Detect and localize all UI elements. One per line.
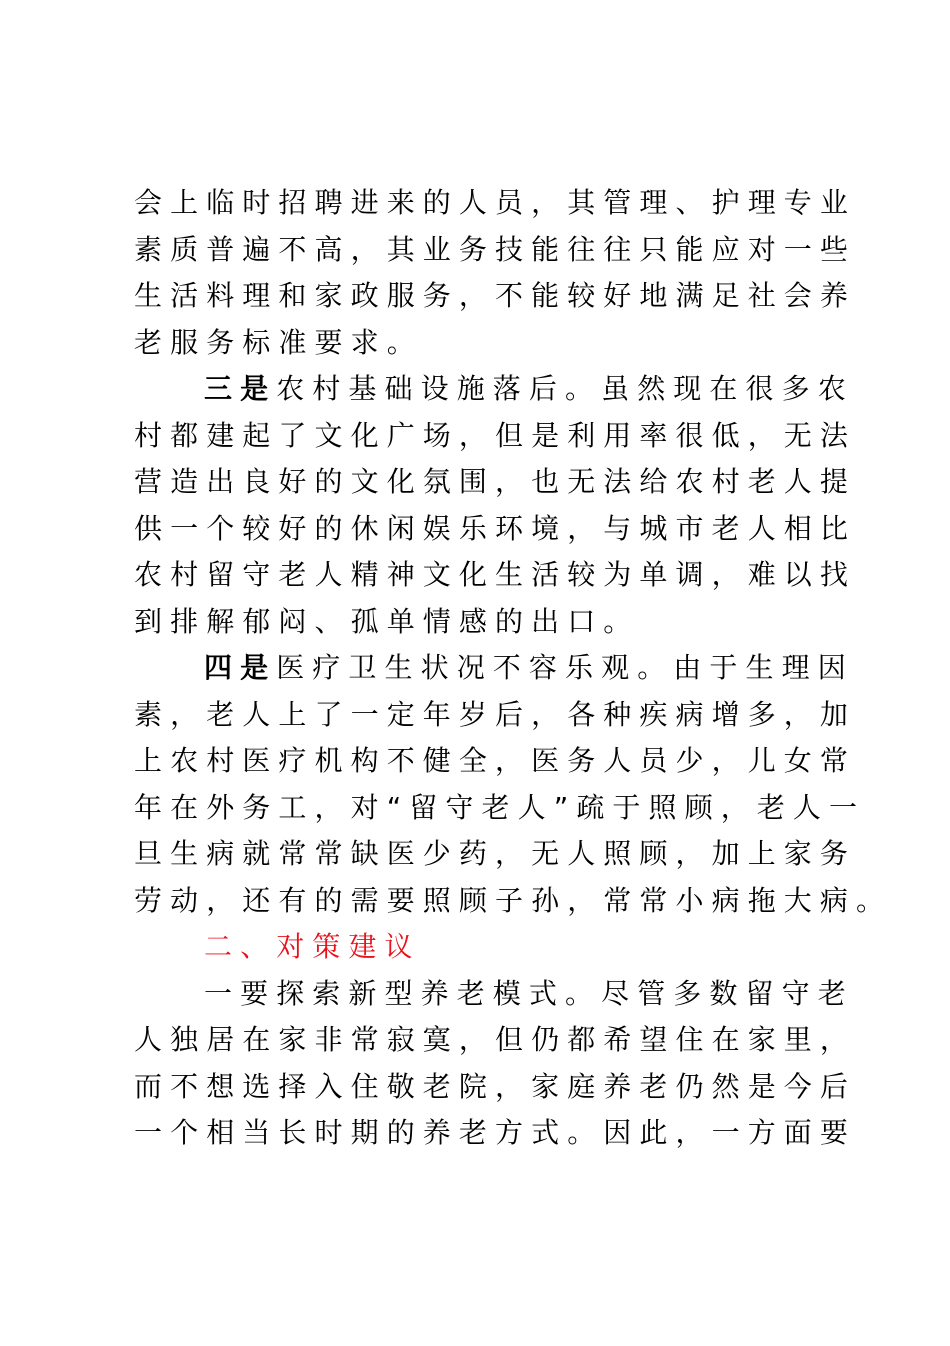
text-line: 旦生病就常常缺医少药，无人照顾，加上家务 (134, 837, 857, 870)
text-line: 老服务标准要求。 (134, 325, 423, 359)
text-line: 供一个较好的休闲娱乐环境，与城市老人相比 (134, 511, 857, 545)
paragraph-medical (134, 645, 893, 924)
document-body (134, 180, 893, 1157)
paragraph-infrastructure (134, 366, 857, 645)
paragraph-lead-bold: 四是 (204, 651, 277, 684)
text-line: 人独居在家非常寂寞，但仍都希望住在家里， (134, 1023, 857, 1056)
paragraph-first-line (134, 366, 854, 413)
text-line: 素，老人上了一定年岁后，各种疾病增多，加 (134, 697, 857, 731)
paragraph-lead-rest: 医疗卫生状况不容乐观。由于生理因 (276, 651, 854, 684)
paragraph-lead-bold: 三是 (204, 372, 277, 405)
text-line: 农村留守老人精神文化生活较为单调，难以找 (134, 558, 857, 591)
paragraph-strategy (134, 971, 857, 1157)
text-line: 会上临时招聘进来的人员，其管理、护理专业 (134, 186, 857, 219)
text-line: 生活料理和家政服务，不能较好地满足社会养 (134, 279, 857, 312)
text-line: 营造出良好的文化氛围，也无法给农村老人提 (134, 465, 857, 498)
section-heading: 二、对策建议 (204, 930, 421, 963)
paragraph-first-line (134, 645, 854, 692)
text-line: 村都建起了文化广场，但是利用率很低，无法 (134, 418, 857, 452)
paragraph-staff-quality (134, 180, 857, 366)
text-line: 劳动，还有的需要照顾子孙，常常小病拖大病。 (134, 883, 893, 917)
paragraph-first-line: 一要探索新型养老模式。尽管多数留守老 (204, 976, 854, 1010)
text-line: 上农村医疗机构不健全，医务人员少，儿女常 (134, 744, 857, 777)
text-line: 一个相当长时期的养老方式。因此，一方面要 (134, 1116, 857, 1149)
text-line: 到排解郁闷、孤单情感的出口。 (134, 604, 640, 638)
text-line: 而不想选择入住敬老院，家庭养老仍然是今后 (134, 1069, 857, 1103)
text-line: 素质普遍不高，其业务技能往往只能应对一些 (134, 232, 857, 266)
paragraph-lead-rest: 农村基础设施落后。虽然现在很多农 (276, 372, 854, 405)
text-line: 年在外务工，对“留守老人”疏于照顾，老人一 (134, 790, 866, 824)
